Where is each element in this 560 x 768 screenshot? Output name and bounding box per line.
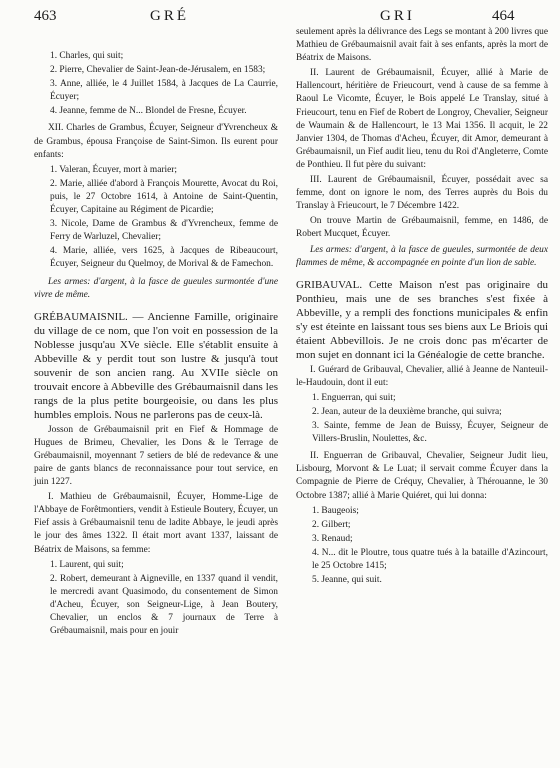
list-item: 4. Jeanne, femme de N... Blondel de Fresne, Écuyer. xyxy=(50,106,247,117)
entry-grebaumaisnil: GRÉBAUMAISNIL. — Ancienne Famille, originaire du village de ce nom, que l'on voit en possession de la Noblesse jusqu'au XVe siècle. Elle s'établit ensuite à Abbeville & y perdit tout son lustre & jusqu'à tout souvenir de son ancien rang. Au XVIIe siècle on trouvait encore à Abbeville des Grébaumaisnil dans les rangs de la plus petite bourgeoisie, ou dans les plus humbles emplois. Nous ne parlerons pas de ceux-là. xyxy=(34,310,278,421)
generation-iii: III. Laurent de Grébaumaisnil, Écuyer, possédait avec sa femme, dont on ignore le nom, des Terres auprès du Bois du Translay à Frieucourt, le 7 Décembre 1422. xyxy=(296,175,548,212)
list-item: 1. Laurent, qui suit; xyxy=(50,559,124,570)
list-item: 2. Gilbert; xyxy=(312,519,351,530)
page-number-left: 463 xyxy=(34,8,57,24)
list-item: 5. Jeanne, qui suit. xyxy=(312,575,382,586)
josson-paragraph: Josson de Grébaumaisnil prit en Fief & Hommage de Hugues de Brimeu, Chevalier, les Dons & le Terrage de Grébaumaisnil, moyennant 7 setiers de blé de redevance & une paire de gants blancs de reconnaissance pour tout service, en juin 1227. xyxy=(34,424,278,488)
children-list-2 xyxy=(34,164,278,272)
list-item: 3. Sainte, femme de Jean de Buissy, Écuyer, Seigneur de Villers-Bruslin, Noulettes, &c. xyxy=(312,421,548,445)
list-item: 4. N... dit le Ploutre, tous quatre tués à la bataille d'Azincourt, le 25 Octobre 1415; xyxy=(312,547,548,571)
martin-paragraph: On trouve Martin de Grébaumaisnil, femme, en 1486, de Robert Mucquet, Écuyer. xyxy=(296,216,548,240)
list-item: 2. Jean, auteur de la deuxième branche, qui suivra; xyxy=(312,406,502,417)
left-column xyxy=(34,50,278,642)
list-item: 3. Anne, alliée, le 4 Juillet 1584, à Jacques de La Caurrie, Écuyer; xyxy=(50,79,278,103)
list-item: 2. Marie, alliée d'abord à François Mourette, Avocat du Roi, puis, le 27 Octobre 1614, à Antoine de Saint-Quentin, Écuyer, Capitaine au Régiment de Picardie; xyxy=(50,178,278,216)
children-list-4 xyxy=(296,392,548,446)
gribauval-generation-i: I. Guérard de Gribauval, Chevalier, allié à Jeanne de Nanteuil-le-Haudouin, dont il eut: xyxy=(296,364,548,388)
list-item: 3. Renaud; xyxy=(312,533,353,544)
right-column xyxy=(296,26,548,591)
gribauval-generation-ii: II. Enguerran de Gribauval, Chevalier, Seigneur Judit lieu, Lisbourg, Morvont & Le Luat; il servait comme Écuyer dans la Compagnie de Pierre de Créquy, Chevalier, à Thérouanne, le 30 Octobre 1387; allié à Marie Quiéret, qui lui donna: xyxy=(296,451,548,501)
arms-grebaumaisnil: Les armes: d'argent, à la fasce de gueules, surmontée de deux flammes de même, & accompagnée en pointe d'un lion de sable. xyxy=(296,244,548,268)
list-item: 1. Enguerran, qui suit; xyxy=(312,392,396,403)
page-number-right: 464 xyxy=(492,8,515,24)
arms-grambus: Les armes: d'argent, à la fasce de gueules surmontée d'une vivre de même. xyxy=(34,276,278,300)
generation-xii: XII. Charles de Grambus, Écuyer, Seigneur d'Yvrencheux & de Grambus, épousa Françoise de Saint-Simon. Ils eurent pour enfants: xyxy=(34,123,278,160)
running-title-left: GRÉ xyxy=(150,8,189,24)
children-list-3 xyxy=(34,559,278,639)
generation-i: I. Mathieu de Grébaumaisnil, Écuyer, Homme-Lige de l'Abbaye de Forêtmontiers, vendit à Estieule Boutery, Écuyer, un Fief assis à Grébaumaisnil tenu de ladite Abbaye, le jeudi après le jour des âmes 1322. Il était mort avant 1337, laissant de Béatrix de Maisons, sa femme: xyxy=(34,492,278,555)
list-item: 1. Charles, qui suit; xyxy=(50,51,124,61)
list-item: 4. Marie, alliée, vers 1625, à Jacques de Ribeaucourt, Écuyer, Seigneur du Quelmoy, de Morival & de Famechon. xyxy=(50,246,278,270)
list-item: 1. Baugeois; xyxy=(312,505,359,516)
children-list-1 xyxy=(34,50,278,118)
children-list-5 xyxy=(296,505,548,588)
list-item: 2. Pierre, Chevalier de Saint-Jean-de-Jérusalem, en 1583; xyxy=(50,65,266,76)
list-item: 3. Nicole, Dame de Grambus & d'Yvrencheux, femme de Ferry de Warluzel, Chevalier; xyxy=(50,219,278,243)
list-item: 2. Robert, demeurant à Aigneville, en 1337 quand il vendit, le mercredi avant Quasimodo, du consentement de Simon d'Acheu, Écuyer, son Seigneur-Lige, à Jean Boutery, Chevalier, un enclos & 7 journaux de Terre à Grébaumaisnil, mais pour en jouir xyxy=(50,573,278,637)
list-item: 1. Valeran, Écuyer, mort à marier; xyxy=(50,164,177,175)
generation-ii: II. Laurent de Grébaumaisnil, Écuyer, allié à Marie de Hallencourt, héritière de Frieucourt, vend à cause de sa femme à Raoul Le Vicomte, Écuyer, le Bois appelé Le Translay, situé à Frieucourt, tenu en Fief de Robert de Longroy, Chevalier, Seigneur de Waumain & de Hallencourt, le 13 Mai 1356. Il acquit, le 22 Janvier 1304, de Thomas d'Acheu, Écuyer, dit Amor, demeurant à Grébaumaisnil, un Fief audit lieu, tenu du Roi d'Angleterre, Comte de Ponthieu. Il fut père du suivant: xyxy=(296,68,548,170)
continuation-paragraph: seulement après la délivrance des Legs se montant à 200 livres que Mathieu de Grébaumaisnil avait fait à ses enfants, après la mort de Béatrix de Maisons. xyxy=(296,27,548,64)
running-title-right: GRI xyxy=(380,8,415,24)
entry-gribauval: GRIBAUVAL. Cette Maison n'est pas originaire du Ponthieu, mais une de ses branches s'est fixée à Abbeville, y a rempli des fonctions municipales & enfin s'y est éteinte en laissant tous ses biens aux Le Briois qui étaient Abbevillois. Je ne crois donc pas m'écarter de mon sujet en donnant ici la Généalogie de cette branche. xyxy=(296,278,548,361)
